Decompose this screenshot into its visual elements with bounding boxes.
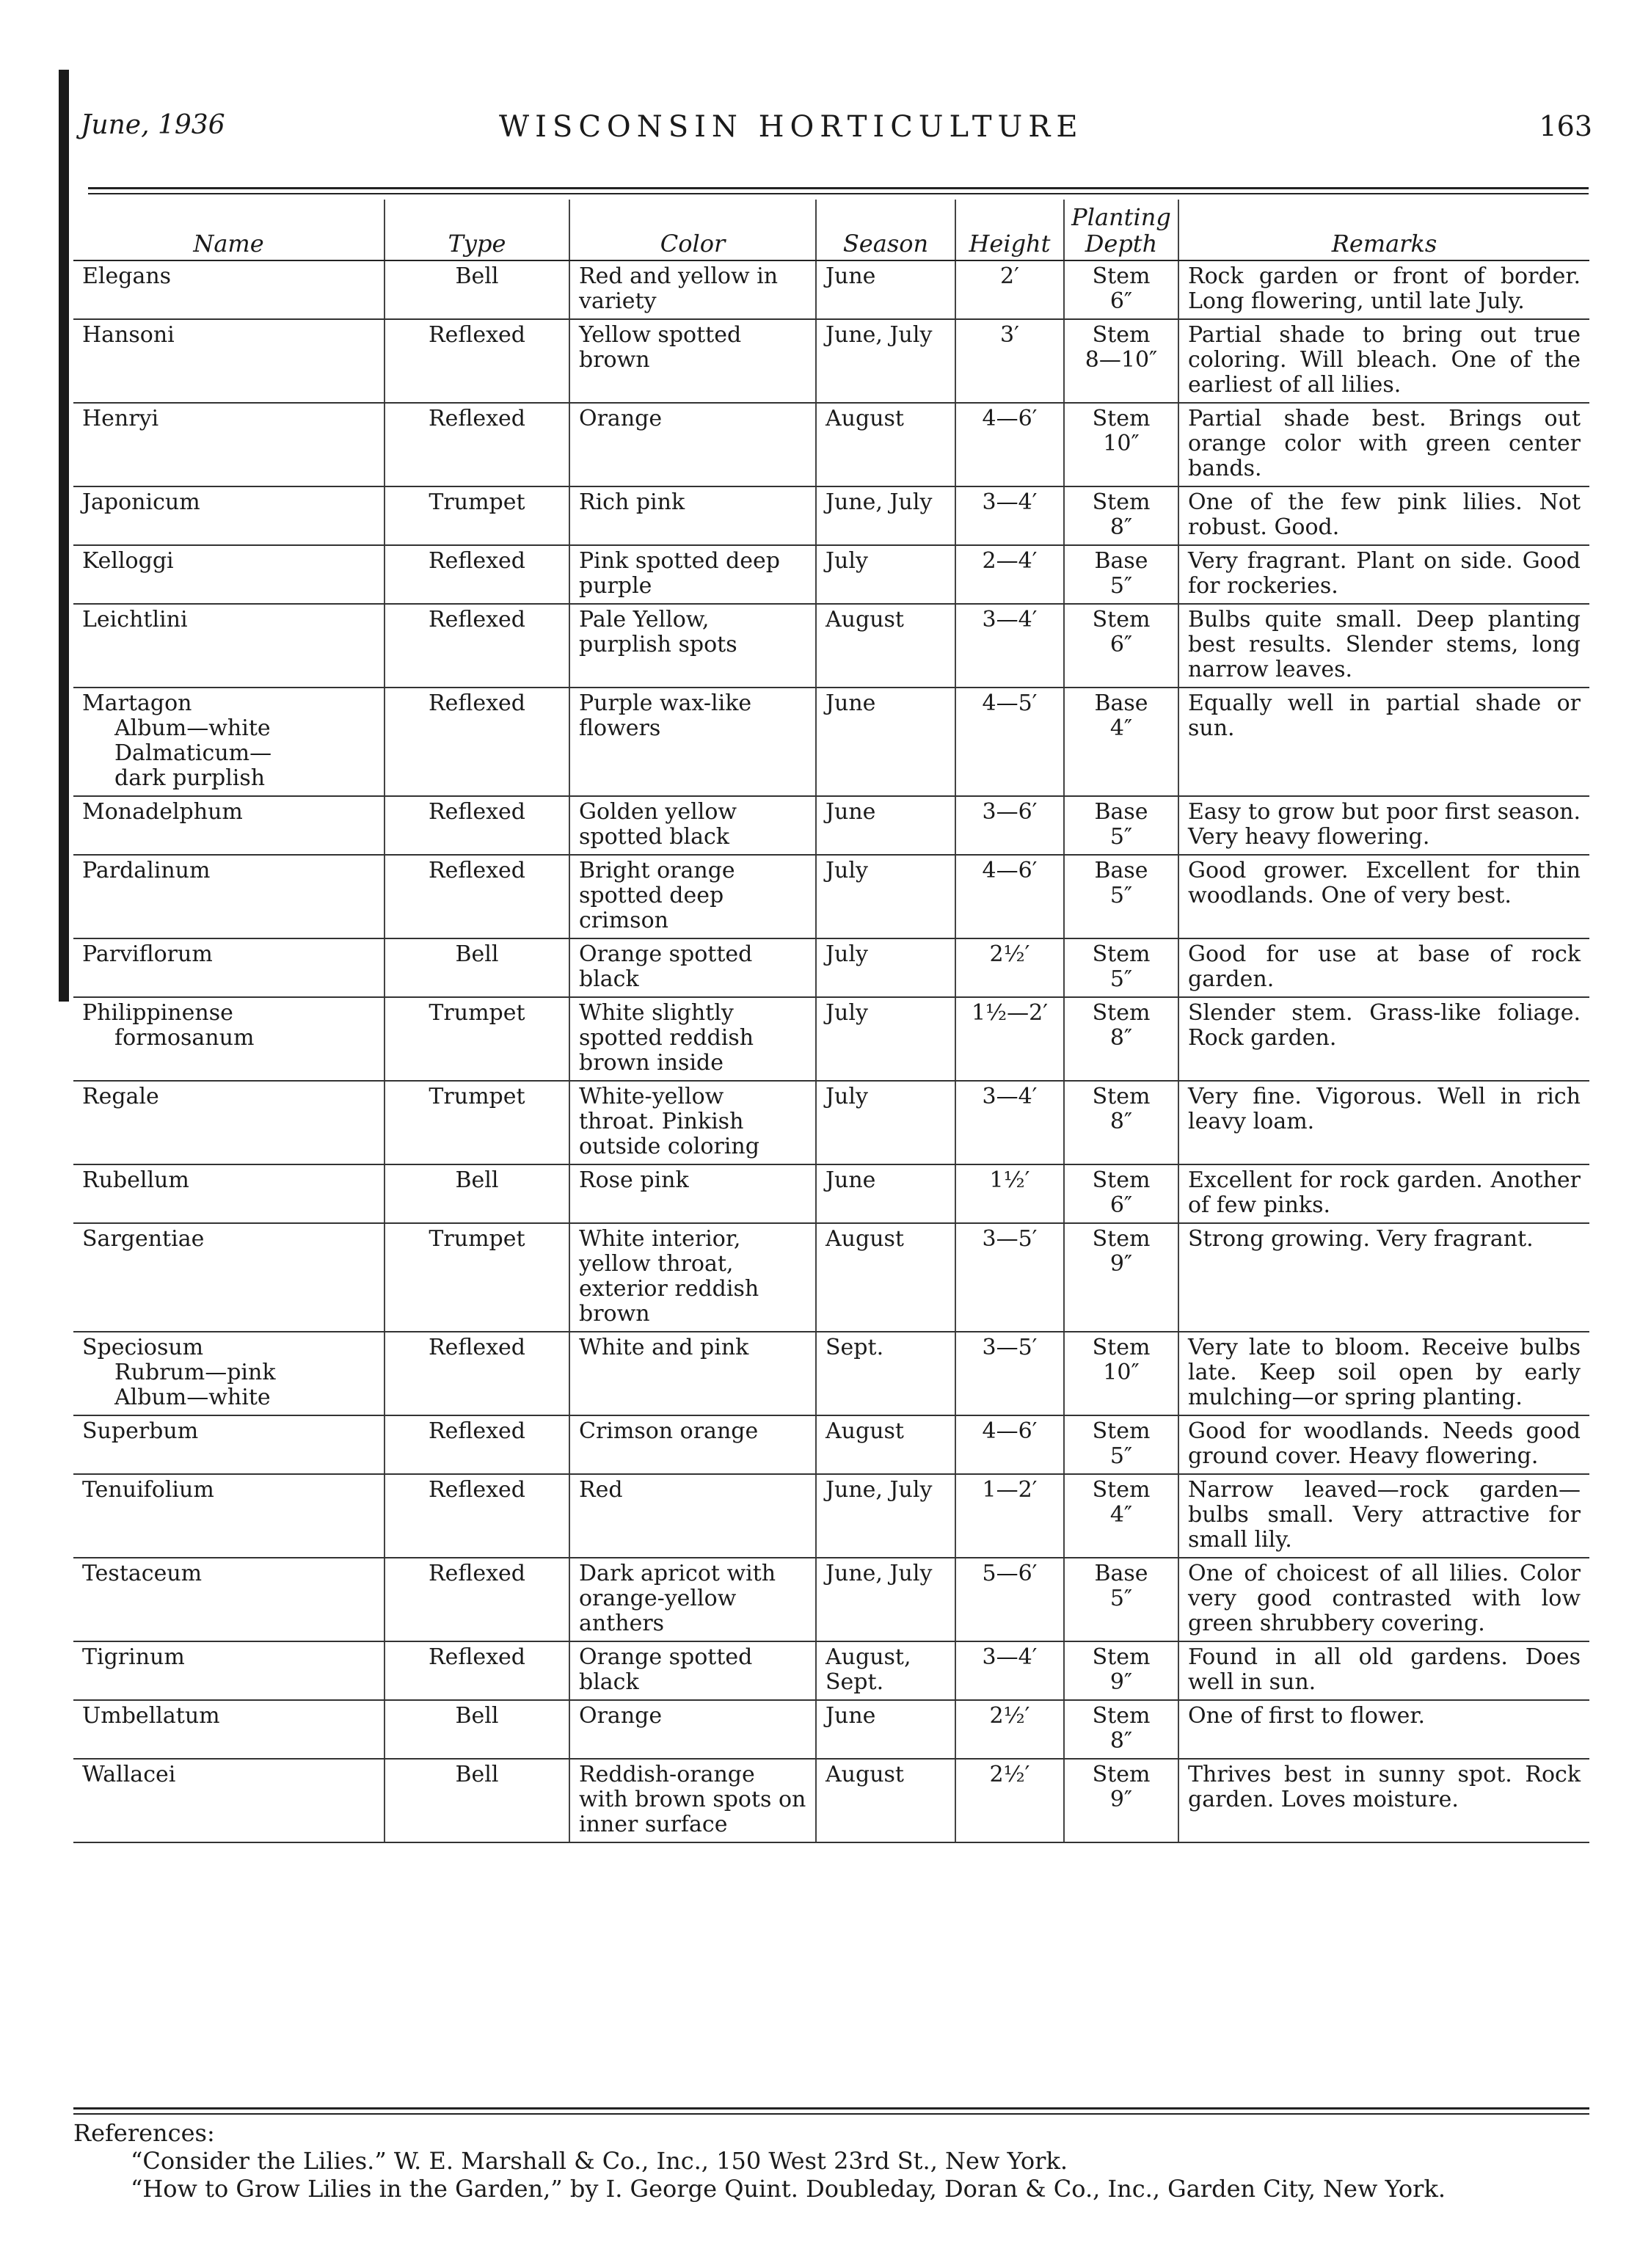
height-cell: 2—4′ (955, 545, 1064, 604)
color-cell: Red (569, 1474, 816, 1558)
lily-variety: formosanum (114, 1025, 255, 1051)
reference-item: “Consider the Lilies.” W. E. Marshall & Co., Inc., 150 West 23rd St., New York. (131, 2147, 1068, 2175)
season-cell: June (816, 1700, 955, 1759)
color-cell: Yellow spotted brown (569, 319, 816, 403)
depth-reference: Stem (1092, 1418, 1151, 1444)
name-cell (73, 604, 384, 688)
name-cell (73, 1332, 384, 1415)
table-row (73, 545, 1589, 604)
type-cell: Bell (384, 1759, 569, 1842)
season-cell: August (816, 1415, 955, 1474)
lily-name: Tigrinum (82, 1644, 185, 1670)
depth-reference: Base (1094, 858, 1148, 883)
remarks-cell: Good for woodlands. Needs good ground cover. Heavy flowering. (1178, 1415, 1589, 1474)
depth-cell (1064, 1223, 1178, 1332)
table-row (73, 1558, 1589, 1641)
lily-table-container (73, 200, 1589, 1843)
depth-reference: Stem (1092, 263, 1151, 289)
remarks-cell: Good grower. Excellent for thin woodlands. One of very best. (1178, 855, 1589, 938)
height-cell: 3—5′ (955, 1223, 1064, 1332)
col-header-name: Name (73, 200, 384, 260)
table-row (73, 1081, 1589, 1164)
col-header-season: Season (816, 200, 955, 260)
color-cell: Rich pink (569, 486, 816, 545)
depth-value: 10″ (1103, 1360, 1140, 1385)
depth-reference: Stem (1092, 607, 1151, 632)
type-cell: Reflexed (384, 403, 569, 486)
color-cell: Orange spotted black (569, 1641, 816, 1700)
type-cell: Reflexed (384, 796, 569, 855)
table-row (73, 1415, 1589, 1474)
depth-reference: Stem (1092, 1000, 1151, 1026)
name-cell (73, 997, 384, 1081)
lily-variety: dark purplish (114, 765, 266, 791)
table-row (73, 997, 1589, 1081)
season-cell: August (816, 403, 955, 486)
depth-value: 9″ (1109, 1251, 1133, 1277)
lily-table (73, 200, 1589, 1843)
header-date: June, 1936 (81, 110, 225, 140)
depth-value: 6″ (1109, 1192, 1133, 1218)
name-cell (73, 1700, 384, 1759)
type-cell: Bell (384, 260, 569, 319)
depth-reference: Stem (1092, 1762, 1151, 1787)
depth-value: 9″ (1109, 1669, 1133, 1695)
color-cell: White-yellow throat. Pinkish outside coloring (569, 1081, 816, 1164)
color-cell: Orange (569, 1700, 816, 1759)
remarks-cell: Narrow leaved—rock garden—bulbs small. Very attractive for small lily. (1178, 1474, 1589, 1558)
lily-name: Martagon (82, 690, 192, 716)
color-cell: White and pink (569, 1332, 816, 1415)
depth-cell (1064, 1415, 1178, 1474)
depth-cell (1064, 1081, 1178, 1164)
name-cell (73, 403, 384, 486)
depth-reference: Stem (1092, 406, 1151, 431)
season-cell: June (816, 1164, 955, 1223)
season-cell: July (816, 997, 955, 1081)
margin-bar (59, 70, 69, 1002)
lily-name: Sargentiae (82, 1226, 205, 1252)
depth-cell (1064, 1700, 1178, 1759)
table-row (73, 1641, 1589, 1700)
lily-name: Parviflorum (82, 941, 213, 967)
color-cell: Reddish-orange with brown spots on inner surface (569, 1759, 816, 1842)
color-cell: Orange (569, 403, 816, 486)
depth-reference: Stem (1092, 1167, 1151, 1193)
color-cell: Bright orange spotted deep crimson (569, 855, 816, 938)
height-cell: 2½′ (955, 1759, 1064, 1842)
lily-name: Henryi (82, 406, 159, 431)
height-cell: 2′ (955, 260, 1064, 319)
season-cell: July (816, 545, 955, 604)
height-cell: 2½′ (955, 1700, 1064, 1759)
height-cell: 1½—2′ (955, 997, 1064, 1081)
depth-cell (1064, 260, 1178, 319)
depth-cell (1064, 319, 1178, 403)
table-row (73, 1223, 1589, 1332)
depth-cell (1064, 1558, 1178, 1641)
depth-value: 8—10″ (1085, 347, 1158, 373)
remarks-cell: Strong growing. Very fragrant. (1178, 1223, 1589, 1332)
name-cell (73, 688, 384, 796)
table-row (73, 855, 1589, 938)
col-header-color: Color (569, 200, 816, 260)
height-cell: 5—6′ (955, 1558, 1064, 1641)
depth-value: 10″ (1103, 431, 1140, 456)
depth-value: 8″ (1109, 1109, 1133, 1134)
remarks-cell: One of the few pink lilies. Not robust. Good. (1178, 486, 1589, 545)
season-cell: August (816, 1759, 955, 1842)
reference-item: “How to Grow Lilies in the Garden,” by I. George Quint. Doubleday, Doran & Co., Inc., Garden City, New York. (131, 2175, 1446, 2203)
remarks-cell: Equally well in partial shade or sun. (1178, 688, 1589, 796)
color-cell: Dark apricot with orange-yellow anthers (569, 1558, 816, 1641)
name-cell (73, 260, 384, 319)
remarks-cell: Bulbs quite small. Deep planting best results. Slender stems, long narrow leaves. (1178, 604, 1589, 688)
lily-name: Kelloggi (82, 548, 174, 574)
depth-reference: Stem (1092, 1084, 1151, 1109)
lily-variety: Album—white (114, 715, 271, 741)
height-cell: 4—5′ (955, 688, 1064, 796)
color-cell: Crimson orange (569, 1415, 816, 1474)
depth-reference: Stem (1092, 1335, 1151, 1360)
color-cell: Purple wax-like flowers (569, 688, 816, 796)
table-body (73, 260, 1589, 1842)
lily-variety: Album—white (114, 1385, 271, 1410)
season-cell: August (816, 604, 955, 688)
depth-reference: Stem (1092, 1703, 1151, 1729)
name-cell (73, 1223, 384, 1332)
type-cell: Bell (384, 1164, 569, 1223)
depth-cell (1064, 997, 1178, 1081)
lily-name: Superbum (82, 1418, 199, 1444)
depth-cell (1064, 1474, 1178, 1558)
type-cell: Reflexed (384, 604, 569, 688)
page-header (81, 110, 1592, 161)
depth-reference: Base (1094, 548, 1148, 574)
season-cell: June, July (816, 319, 955, 403)
depth-value: 8″ (1109, 514, 1133, 540)
type-cell: Trumpet (384, 997, 569, 1081)
season-cell: July (816, 938, 955, 997)
depth-reference: Stem (1092, 1644, 1151, 1670)
depth-reference: Base (1094, 690, 1148, 716)
season-cell: June, July (816, 486, 955, 545)
depth-value: 5″ (1109, 824, 1133, 850)
table-header-row (73, 200, 1589, 260)
name-cell (73, 938, 384, 997)
table-row (73, 1700, 1589, 1759)
name-cell (73, 1415, 384, 1474)
type-cell: Reflexed (384, 319, 569, 403)
lily-name: Elegans (82, 263, 172, 289)
table-row (73, 260, 1589, 319)
color-cell: Pink spotted deep purple (569, 545, 816, 604)
name-cell (73, 855, 384, 938)
depth-value: 9″ (1109, 1787, 1133, 1812)
lily-name: Hansoni (82, 322, 175, 348)
lily-name: Regale (82, 1084, 159, 1109)
type-cell: Trumpet (384, 486, 569, 545)
remarks-cell: Thrives best in sunny spot. Rock garden. Loves moisture. (1178, 1759, 1589, 1842)
table-row (73, 604, 1589, 688)
depth-value: 4″ (1109, 1502, 1133, 1528)
remarks-cell: Good for use at base of rock garden. (1178, 938, 1589, 997)
depth-value: 6″ (1109, 288, 1133, 314)
name-cell (73, 1641, 384, 1700)
remarks-cell: Very fine. Vigorous. Well in rich leavy loam. (1178, 1081, 1589, 1164)
season-cell: June, July (816, 1474, 955, 1558)
lily-name: Pardalinum (82, 858, 211, 883)
type-cell: Reflexed (384, 855, 569, 938)
table-row (73, 1759, 1589, 1842)
depth-value: 6″ (1109, 632, 1133, 657)
depth-value: 4″ (1109, 715, 1133, 741)
color-cell: Red and yellow in variety (569, 260, 816, 319)
depth-cell (1064, 486, 1178, 545)
lily-name: Japonicum (82, 489, 200, 515)
height-cell: 3—4′ (955, 604, 1064, 688)
season-cell: August, Sept. (816, 1641, 955, 1700)
depth-cell (1064, 855, 1178, 938)
col-header-height: Height (955, 200, 1064, 260)
type-cell: Trumpet (384, 1223, 569, 1332)
remarks-cell: Found in all old gardens. Does well in sun. (1178, 1641, 1589, 1700)
depth-cell (1064, 796, 1178, 855)
color-cell: White slightly spotted reddish brown inside (569, 997, 816, 1081)
lily-variety: Dalmaticum— (114, 740, 272, 766)
header-title: WISCONSIN HORTICULTURE (499, 110, 1084, 144)
season-cell: Sept. (816, 1332, 955, 1415)
type-cell: Bell (384, 938, 569, 997)
name-cell (73, 319, 384, 403)
table-row (73, 796, 1589, 855)
type-cell: Bell (384, 1700, 569, 1759)
depth-cell (1064, 403, 1178, 486)
height-cell: 3′ (955, 319, 1064, 403)
remarks-cell: Slender stem. Grass-like foliage. Rock garden. (1178, 997, 1589, 1081)
table-row (73, 486, 1589, 545)
depth-reference: Stem (1092, 322, 1151, 348)
depth-value: 5″ (1109, 573, 1133, 599)
remarks-cell: One of choicest of all lilies. Color very good contrasted with low green shrubbery covering. (1178, 1558, 1589, 1641)
remarks-cell: Rock garden or front of border. Long flowering, until late July. (1178, 260, 1589, 319)
height-cell: 1—2′ (955, 1474, 1064, 1558)
depth-cell (1064, 1164, 1178, 1223)
lily-name: Umbellatum (82, 1703, 220, 1729)
height-cell: 2½′ (955, 938, 1064, 997)
name-cell (73, 796, 384, 855)
depth-value: 5″ (1109, 1586, 1133, 1611)
depth-value: 5″ (1109, 966, 1133, 992)
depth-cell (1064, 1332, 1178, 1415)
color-cell: Orange spotted black (569, 938, 816, 997)
depth-reference: Stem (1092, 489, 1151, 515)
type-cell: Reflexed (384, 1415, 569, 1474)
depth-reference: Stem (1092, 1477, 1151, 1503)
depth-reference: Base (1094, 799, 1148, 825)
references-heading: References: (73, 2119, 215, 2147)
height-cell: 3—5′ (955, 1332, 1064, 1415)
season-cell: July (816, 1081, 955, 1164)
name-cell (73, 486, 384, 545)
depth-reference: Base (1094, 1561, 1148, 1586)
season-cell: June (816, 796, 955, 855)
lily-variety: Rubrum—pink (114, 1360, 276, 1385)
lily-name: Speciosum (82, 1335, 204, 1360)
type-cell: Reflexed (384, 1641, 569, 1700)
col-header-depth-line1: Planting (1071, 203, 1171, 231)
name-cell (73, 1759, 384, 1842)
height-cell: 3—6′ (955, 796, 1064, 855)
height-cell: 3—4′ (955, 1081, 1064, 1164)
height-cell: 4—6′ (955, 1415, 1064, 1474)
lily-name: Philippinense (82, 1000, 233, 1026)
height-cell: 1½′ (955, 1164, 1064, 1223)
table-row (73, 1332, 1589, 1415)
table-row (73, 688, 1589, 796)
height-cell: 4—6′ (955, 855, 1064, 938)
header-rule (88, 187, 1589, 194)
remarks-cell: Partial shade best. Brings out orange color with green center bands. (1178, 403, 1589, 486)
remarks-cell: One of first to flower. (1178, 1700, 1589, 1759)
height-cell: 3—4′ (955, 1641, 1064, 1700)
type-cell: Reflexed (384, 1474, 569, 1558)
lily-name: Rubellum (82, 1167, 189, 1193)
season-cell: August (816, 1223, 955, 1332)
table-row (73, 1474, 1589, 1558)
depth-cell (1064, 1759, 1178, 1842)
depth-cell (1064, 1641, 1178, 1700)
type-cell: Reflexed (384, 688, 569, 796)
height-cell: 4—6′ (955, 403, 1064, 486)
type-cell: Reflexed (384, 1332, 569, 1415)
depth-value: 8″ (1109, 1025, 1133, 1051)
name-cell (73, 545, 384, 604)
season-cell: June (816, 260, 955, 319)
remarks-cell: Partial shade to bring out true coloring. Will bleach. One of the earliest of all lilies. (1178, 319, 1589, 403)
remarks-cell: Excellent for rock garden. Another of few pinks. (1178, 1164, 1589, 1223)
season-cell: July (816, 855, 955, 938)
table-bottom-rule (73, 2107, 1589, 2115)
color-cell: White interior, yellow throat, exterior reddish brown (569, 1223, 816, 1332)
depth-value: 8″ (1109, 1728, 1133, 1754)
type-cell: Trumpet (384, 1081, 569, 1164)
lily-name: Monadelphum (82, 799, 243, 825)
depth-reference: Stem (1092, 941, 1151, 967)
height-cell: 3—4′ (955, 486, 1064, 545)
name-cell (73, 1164, 384, 1223)
col-header-depth-line2: Depth (1085, 230, 1158, 258)
depth-reference: Stem (1092, 1226, 1151, 1252)
season-cell: June, July (816, 1558, 955, 1641)
page-number: 163 (1539, 110, 1592, 142)
table-row (73, 1164, 1589, 1223)
depth-value: 5″ (1109, 883, 1133, 908)
depth-cell (1064, 688, 1178, 796)
name-cell (73, 1558, 384, 1641)
depth-value: 5″ (1109, 1443, 1133, 1469)
depth-cell (1064, 938, 1178, 997)
color-cell: Rose pink (569, 1164, 816, 1223)
lily-name: Leichtlini (82, 607, 188, 632)
references (73, 2119, 1592, 2203)
color-cell: Pale Yellow, purplish spots (569, 604, 816, 688)
remarks-cell: Very late to bloom. Receive bulbs late. Keep soil open by early mulching—or spring planting. (1178, 1332, 1589, 1415)
depth-cell (1064, 604, 1178, 688)
depth-cell (1064, 545, 1178, 604)
color-cell: Golden yellow spotted black (569, 796, 816, 855)
table-row (73, 938, 1589, 997)
lily-name: Tenuifolium (82, 1477, 214, 1503)
table-row (73, 319, 1589, 403)
name-cell (73, 1081, 384, 1164)
table-row (73, 403, 1589, 486)
remarks-cell: Easy to grow but poor first season. Very heavy flowering. (1178, 796, 1589, 855)
name-cell (73, 1474, 384, 1558)
col-header-remarks: Remarks (1178, 200, 1589, 260)
lily-name: Wallacei (82, 1762, 176, 1787)
type-cell: Reflexed (384, 1558, 569, 1641)
remarks-cell: Very fragrant. Plant on side. Good for rockeries. (1178, 545, 1589, 604)
season-cell: June (816, 688, 955, 796)
col-header-type: Type (384, 200, 569, 260)
lily-name: Testaceum (82, 1561, 203, 1586)
col-header-depth (1064, 200, 1178, 260)
type-cell: Reflexed (384, 545, 569, 604)
